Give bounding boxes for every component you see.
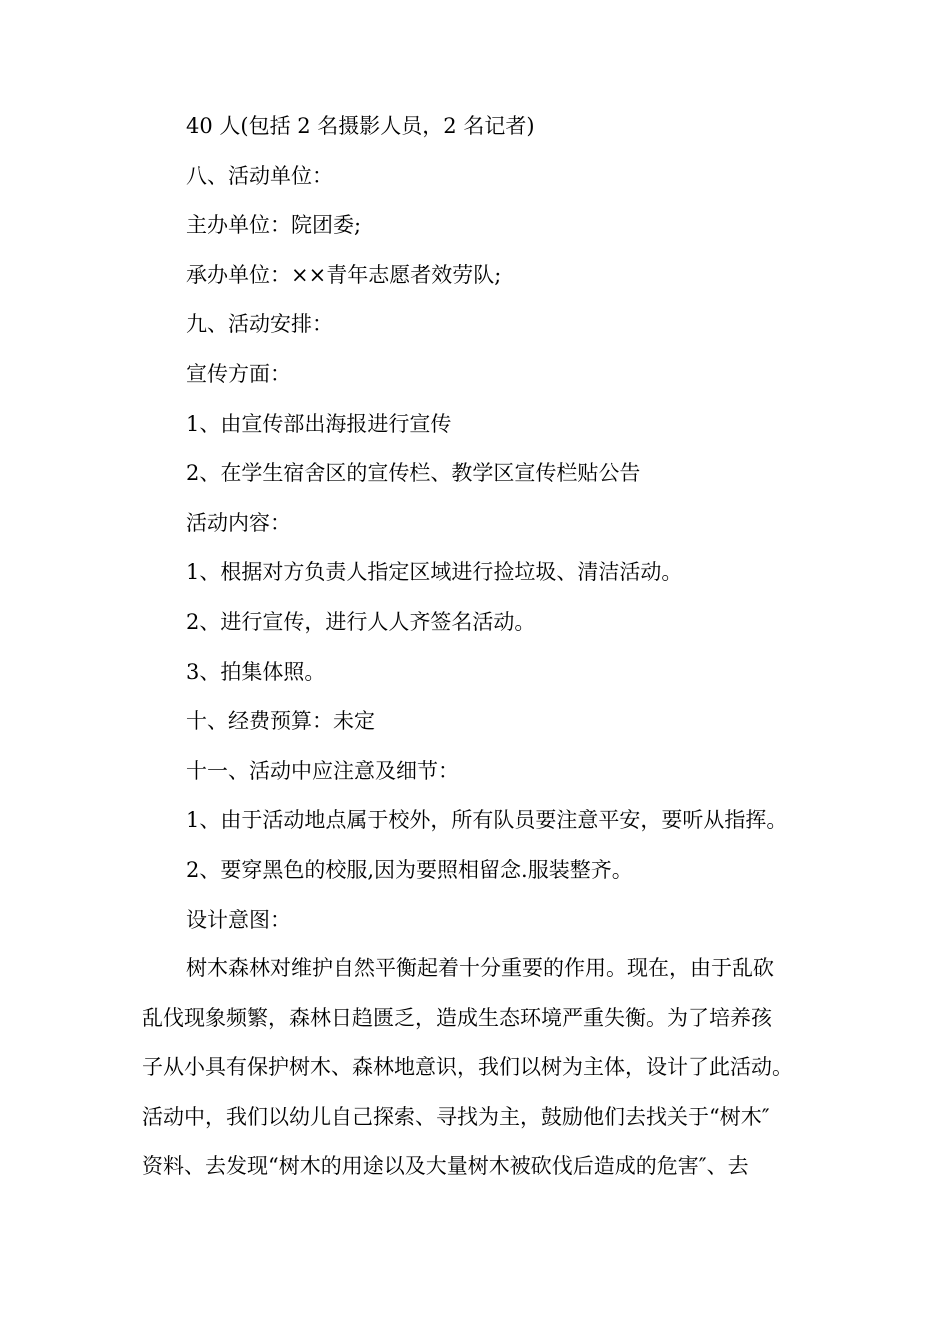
list-item: 2、在学生宿舍区的宣传栏、教学区宣传栏贴公告 [186,461,641,486]
section-heading: 十一、活动中应注意及细节： [186,758,459,783]
paragraph-line: 树木森林对维护自然平衡起着十分重要的作用。现在，由于乱砍 [186,956,774,980]
paragraph-line: 乱伐现象频繁，森林日趋匮乏，造成生态环境严重失衡。为了培养孩 [142,1005,772,1030]
list-item: 3、拍集体照。 [186,659,326,684]
paragraph-line: 活动中，我们以幼儿自己探索、寻找为主，鼓励他们去找关于“树木″ [142,1104,770,1129]
section-heading: 八、活动单位： [186,163,333,188]
subsection-heading: 活动内容： [186,510,291,535]
text-line: 承办单位：××青年志愿者效劳队; [186,262,502,287]
body-paragraph [142,944,822,1192]
list-item: 2、进行宣传，进行人人齐签名活动。 [186,609,536,634]
list-item: 1、由宣传部出海报进行宣传 [186,411,452,436]
list-item: 1、由于活动地点属于校外，所有队员要注意平安，要听从指挥。 [186,808,788,833]
section-heading: 九、活动安排： [186,312,333,337]
section-heading: 十、经费预算：未定 [186,709,375,734]
text-line: 主办单位：院团委; [186,213,362,238]
paragraph-line: 子从小具有保护树木、森林地意识，我们以树为主体，设计了此活动。 [142,1055,793,1080]
list-item: 1、根据对方负责人指定区域进行捡垃圾、清洁活动。 [186,560,683,585]
subsection-heading: 宣传方面： [186,361,291,386]
document-lines [142,102,822,945]
paragraph-line: 资料、去发现“树木的用途以及大量树木被砍伐后造成的危害″、去 [142,1154,749,1179]
text-line: 40 人(包括 2 名摄影人员，2 名记者) [186,114,535,138]
subsection-heading: 设计意图： [186,907,291,932]
list-item: 2、要穿黑色的校服,因为要照相留念.服装整齐。 [186,857,633,882]
